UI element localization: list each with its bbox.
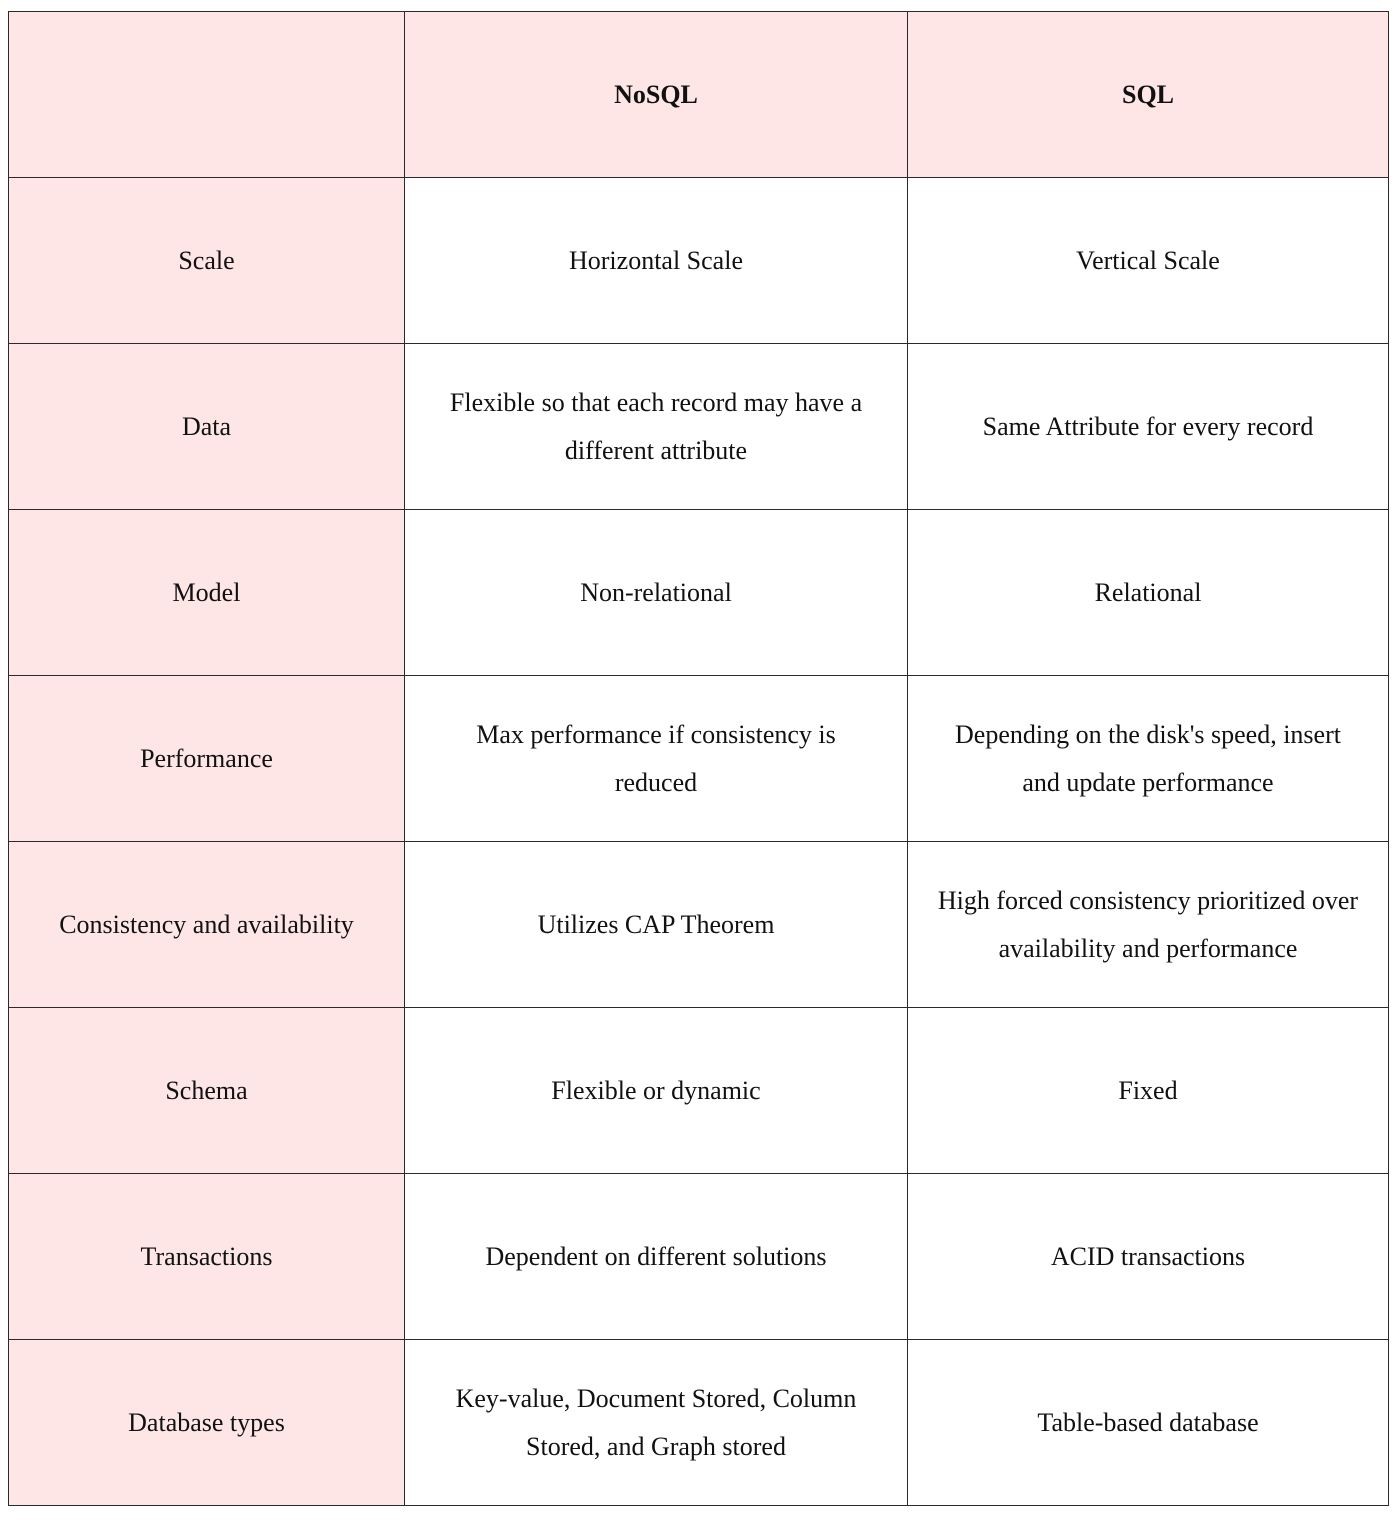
table-row bbox=[9, 1174, 1389, 1340]
row-label: Schema bbox=[9, 1008, 405, 1174]
sql-cell: Depending on the disk's speed, insert and update performance bbox=[908, 676, 1389, 842]
row-label: Data bbox=[9, 344, 405, 510]
sql-cell: Vertical Scale bbox=[908, 178, 1389, 344]
row-label: Database types bbox=[9, 1340, 405, 1506]
sql-cell: High forced consistency prioritized over availability and performance bbox=[908, 842, 1389, 1008]
nosql-cell: Max performance if consistency is reduced bbox=[405, 676, 908, 842]
table-row bbox=[9, 842, 1389, 1008]
row-label: Consistency and availability bbox=[9, 842, 405, 1008]
column-header-sql: SQL bbox=[908, 12, 1389, 178]
sql-cell: Relational bbox=[908, 510, 1389, 676]
comparison-table bbox=[8, 11, 1389, 1506]
sql-cell: Fixed bbox=[908, 1008, 1389, 1174]
column-header-nosql: NoSQL bbox=[405, 12, 908, 178]
nosql-cell: Flexible so that each record may have a different attribute bbox=[405, 344, 908, 510]
table-row bbox=[9, 1340, 1389, 1506]
sql-cell: Table-based database bbox=[908, 1340, 1389, 1506]
nosql-cell: Key-value, Document Stored, Column Stored, and Graph stored bbox=[405, 1340, 908, 1506]
row-label: Performance bbox=[9, 676, 405, 842]
nosql-cell: Non-relational bbox=[405, 510, 908, 676]
row-label: Transactions bbox=[9, 1174, 405, 1340]
nosql-cell: Dependent on different solutions bbox=[405, 1174, 908, 1340]
header-row bbox=[9, 12, 1389, 178]
table-row bbox=[9, 344, 1389, 510]
row-label: Model bbox=[9, 510, 405, 676]
nosql-cell: Utilizes CAP Theorem bbox=[405, 842, 908, 1008]
nosql-cell: Flexible or dynamic bbox=[405, 1008, 908, 1174]
sql-cell: ACID transactions bbox=[908, 1174, 1389, 1340]
table-row bbox=[9, 510, 1389, 676]
sql-cell: Same Attribute for every record bbox=[908, 344, 1389, 510]
table-row bbox=[9, 178, 1389, 344]
row-label: Scale bbox=[9, 178, 405, 344]
corner-cell bbox=[9, 12, 405, 178]
table-row bbox=[9, 1008, 1389, 1174]
table-row bbox=[9, 676, 1389, 842]
nosql-cell: Horizontal Scale bbox=[405, 178, 908, 344]
